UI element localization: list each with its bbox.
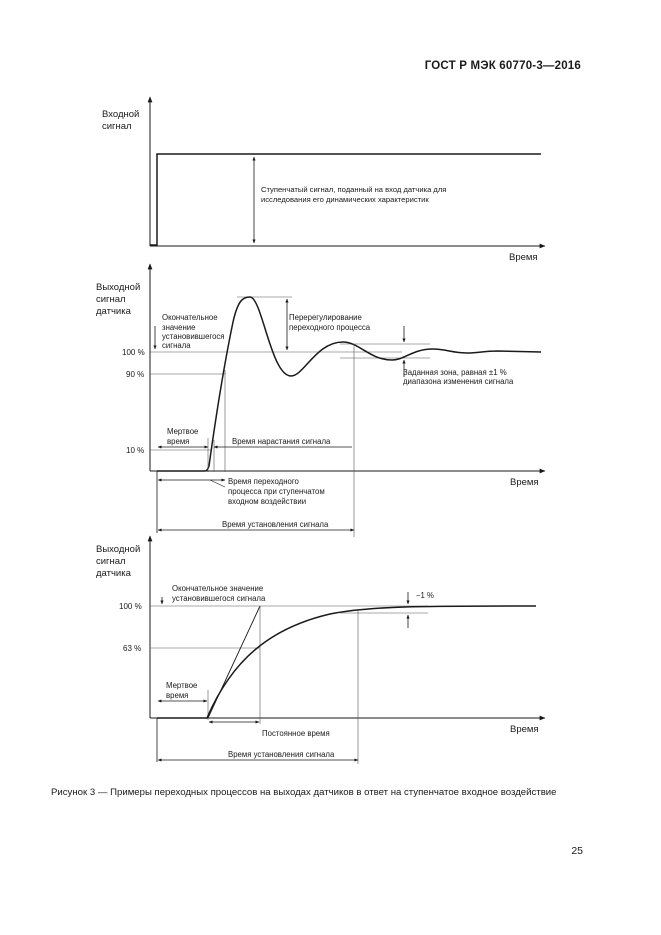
osc-tick-100: 100 % bbox=[122, 348, 145, 357]
input-y-label-line1: Входной bbox=[102, 109, 140, 120]
input-signal-panel bbox=[102, 97, 545, 263]
final-value-line2: значение bbox=[162, 323, 196, 332]
exp-dead-time-line1: Мертвое bbox=[166, 681, 198, 690]
exp-y-label-line3: датчика bbox=[96, 568, 131, 579]
band-line1: Заданная зона, равная ±1 % bbox=[403, 368, 507, 377]
overshoot-line2: переходного процесса bbox=[289, 323, 371, 332]
osc-y-label-line3: датчика bbox=[96, 306, 131, 317]
osc-settling-time-label: Время установления сигнала bbox=[222, 520, 329, 529]
osc-y-label-line1: Выходной bbox=[96, 282, 141, 293]
osc-y-label-line2: сигнал bbox=[96, 294, 126, 305]
exp-tick-100: 100 % bbox=[119, 602, 142, 611]
exp-band-label: −1 % bbox=[416, 591, 434, 600]
osc-tick-90: 90 % bbox=[126, 370, 145, 379]
exponential-response-curve bbox=[157, 606, 536, 718]
rise-time-label: Время нарастания сигнала bbox=[232, 437, 331, 446]
exp-dead-time-line2: время bbox=[166, 691, 189, 700]
final-value-line4: сигнала bbox=[162, 341, 191, 350]
step-note-line2: исследования его динамических характеристик bbox=[261, 195, 429, 204]
standard-header: ГОСТ Р МЭК 60770-3—2016 bbox=[424, 60, 581, 72]
exp-final-value-line2: установившегося сигнала bbox=[172, 594, 266, 603]
exp-y-label-line2: сигнал bbox=[96, 556, 126, 567]
exp-settling-time-label: Время установления сигнала bbox=[228, 750, 335, 759]
step-note-line1: Ступенчатый сигнал, поданный на вход датчика для bbox=[261, 185, 447, 194]
exp-final-value-line1: Окончательное значение bbox=[172, 584, 264, 593]
osc-tick-10: 10 % bbox=[126, 446, 145, 455]
step-response-line1: Время переходного bbox=[228, 477, 299, 486]
input-x-label: Время bbox=[509, 252, 538, 263]
dead-time-line2: время bbox=[167, 437, 190, 446]
overshoot-line1: Перерегулирование bbox=[289, 313, 362, 322]
final-value-line3: установившегося bbox=[162, 332, 225, 341]
figure-caption: Рисунок 3 — Примеры переходных процессов на выходах датчиков в ответ на ступенчатое входное воздействие bbox=[51, 787, 557, 798]
dead-time-line1: Мертвое bbox=[167, 427, 199, 436]
step-response-leader bbox=[210, 480, 225, 487]
step-response-line3: входном воздействии bbox=[228, 497, 307, 506]
exponential-response-panel bbox=[96, 536, 545, 764]
band-line2: диапазона изменения сигнала bbox=[403, 377, 514, 386]
step-response-line2: процесса при ступенчатом bbox=[228, 487, 325, 496]
oscillating-response-panel bbox=[96, 264, 545, 537]
exp-y-label-line1: Выходной bbox=[96, 544, 141, 555]
time-constant-label: Постоянное время bbox=[262, 729, 330, 738]
input-y-label-line2: сигнал bbox=[102, 121, 132, 132]
page-number: 25 bbox=[571, 845, 583, 857]
exp-tick-63: 63 % bbox=[123, 644, 142, 653]
final-value-line1: Окончательное bbox=[162, 313, 218, 322]
exp-x-label: Время bbox=[510, 724, 539, 735]
osc-x-label: Время bbox=[510, 477, 539, 488]
